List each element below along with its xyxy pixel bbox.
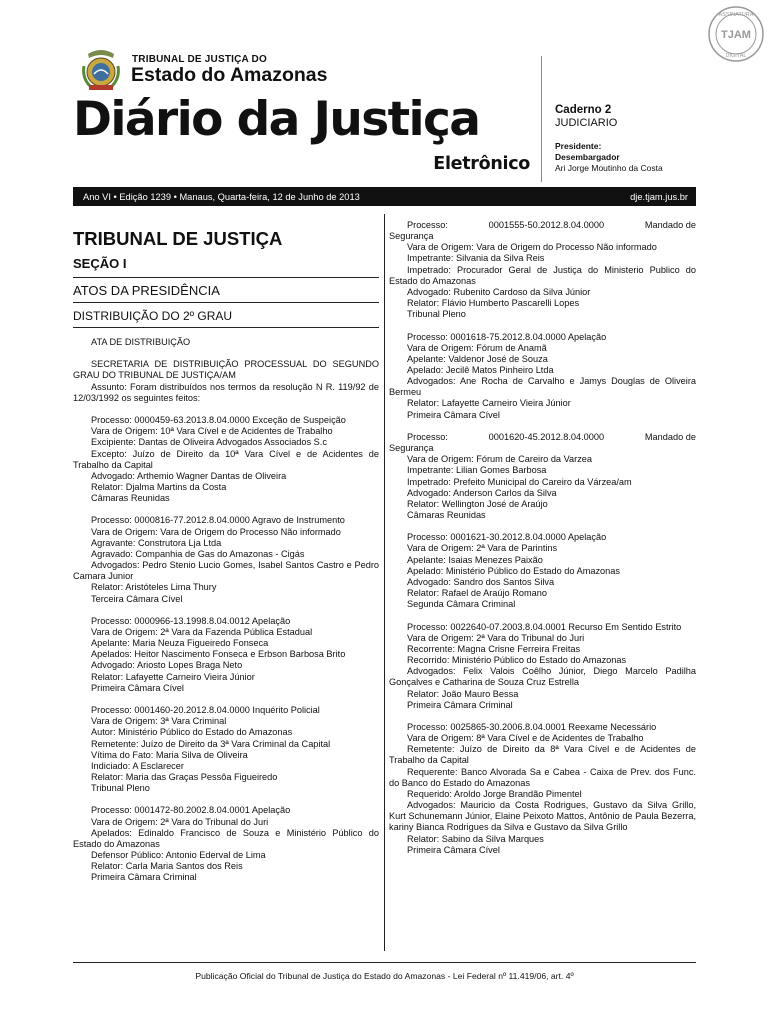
- process-header-continuation: Segurança: [389, 443, 434, 454]
- process-detail-line: Relator: Wellington José de Araújo: [407, 498, 548, 509]
- left-process-list: [73, 415, 379, 884]
- process-detail-line: Vara de Origem: Vara de Origem do Processo Não informado: [91, 526, 341, 537]
- process-detail-line: Vara de Origem: Fórum de Careiro da Varzea: [407, 454, 593, 465]
- process-detail-line: Vara de Origem: 2ª Vara de Parintins: [407, 543, 558, 554]
- header-divider: [541, 56, 542, 182]
- process-detail-line: Vara de Origem: Fórum de Anamã: [407, 342, 547, 353]
- footer-text: Publicação Oficial do Tribunal de Justiça do Estado do Amazonas - Lei Federal nº 11.419/06, art. 4º: [195, 971, 574, 981]
- edition-bar: [73, 187, 696, 206]
- process-detail-line: Apelante: Valdenor José de Souza: [407, 353, 548, 364]
- process-detail-line: Segunda Câmara Criminal: [407, 599, 516, 610]
- caderno-label: Caderno 2: [555, 104, 612, 116]
- state-coat-of-arms-icon: [80, 44, 122, 94]
- process-header: Processo: 0000459-63.2013.8.04.0000 Exceção de Suspeição: [91, 415, 346, 426]
- heading-rule: [73, 302, 379, 303]
- process-detail-line: Requerido: Aroldo Jorge Brandão Pimentel: [407, 788, 582, 799]
- assunto-text: Assunto: Foram distribuídos nos termos da resolução N R. 119/92 de 12/03/1992 os seguintes feitos:: [73, 381, 379, 403]
- process-detail-line: Advogados: Felix Valois Coêlho Júnior, Diego Marcelo Padilha Gonçalves e Catharina de Souza Cruz Estrella: [389, 666, 696, 688]
- process-header-part: Processo:: [407, 220, 448, 230]
- process-detail-line: Relator: Lafayette Carneiro Vieira Júnior: [407, 398, 571, 409]
- process-entry: [389, 622, 696, 711]
- process-detail-line: Vara de Origem: 8ª Vara Cível e de Acidentes de Trabalho: [407, 733, 644, 744]
- process-detail-line: Advogado: Arthemio Wagner Dantas de Oliveira: [91, 470, 287, 481]
- journal-title: Diário da Justiça: [73, 92, 480, 147]
- process-header-part: 0001555-50.2012.8.04.0000: [488, 220, 605, 230]
- seal-bottom-text: DIGITAL: [725, 53, 747, 59]
- secretaria-text: SECRETARIA DE DISTRIBUIÇÃO PROCESSUAL DO SEGUNDO GRAU DO TRIBUNAL DE JUSTIÇA/AM: [73, 359, 379, 381]
- process-entry: [73, 705, 379, 794]
- process-detail-line: Impetrado: Prefeito Municipal do Careiro da Várzea/am: [407, 476, 632, 487]
- column-divider: [384, 214, 385, 951]
- seal-mid-text: TJAM: [721, 29, 751, 41]
- process-detail-line: Advogado: Sandro dos Santos Silva: [407, 576, 555, 587]
- process-detail-line: Primeira Câmara Criminal: [91, 872, 197, 883]
- process-detail-line: Vítima do Fato: Maria Silva de Oliveira: [91, 749, 248, 760]
- process-detail-line: Relator: Maria das Graças Pessôa Figueiredo: [91, 772, 278, 783]
- process-detail-line: Remetente: Juízo de Direito da 8ª Vara Cível e de Acidentes de Trabalho da Capital: [389, 744, 696, 766]
- process-detail-line: Remetente: Juízo de Direito da 3ª Vara Criminal da Capital: [91, 738, 331, 749]
- section-heading-distribuicao: DISTRIBUIÇÃO DO 2º GRAU: [73, 309, 233, 323]
- presidente-info: [555, 141, 663, 174]
- process-detail-line: Relator: Djalma Martins da Costa: [91, 482, 227, 492]
- seal-top-text: ASSINATURA: [718, 12, 754, 18]
- process-detail-line: Vara de Origem: 2ª Vara do Tribunal do Juri: [407, 632, 585, 643]
- process-entry: [389, 220, 696, 320]
- process-detail-line: Vara de Origem: 2ª Vara do Tribunal do Juri: [91, 816, 269, 827]
- process-detail-line: Advogados: Mauricio da Costa Rodrigues, Gustavo da Silva Grillo, Kurt Schunemann Júnior, Elaine Peixoto Mattos, Antônio de Paula Bezerra, kariny Bianca Rodrigues da Silva e Gustavo da Silva Grillo: [389, 800, 696, 833]
- process-detail-line: Apelados: Heitor Nascimento Fonseca e Erbson Barbosa Brito: [91, 649, 346, 660]
- process-header: Processo: 0022640-07.2003.8.04.0001 Recurso Em Sentido Estrito: [407, 621, 682, 632]
- right-process-list: [389, 220, 696, 856]
- process-detail-line: Impetrante: Lilian Gomes Barbosa: [407, 465, 547, 476]
- digital-signature-seal-icon: [707, 5, 765, 63]
- process-detail-line: Câmaras Reunidas: [91, 493, 170, 504]
- process-entry: [389, 722, 696, 856]
- process-detail-line: Vara de Origem: 3ª Vara Criminal: [91, 716, 227, 727]
- ata-title: ATA DE DISTRIBUIÇÃO: [91, 337, 191, 347]
- process-header: Processo: 0001472-80.2002.8.04.0001 Apelação: [91, 805, 291, 816]
- court-name-main: Estado do Amazonas: [131, 64, 328, 86]
- presidente-label: Presidente:: [555, 141, 602, 151]
- process-header-part: 0001620-45.2012.8.04.0000: [488, 431, 605, 442]
- process-detail-line: Tribunal Pleno: [91, 783, 150, 794]
- process-entry: [389, 332, 696, 421]
- process-detail-line: Relator: Aristóteles Lima Thury: [91, 582, 217, 593]
- process-header-part: Mandado de: [644, 220, 696, 230]
- section-heading-tribunal: TRIBUNAL DE JUSTIÇA: [73, 228, 283, 249]
- heading-rule: [73, 277, 379, 278]
- right-column: [389, 220, 696, 856]
- process-detail-line: Apelados: Edinaldo Francisco de Souza e Ministério Público do Estado do Amazonas: [73, 827, 379, 849]
- process-detail-line: Relator: João Mauro Bessa: [407, 688, 519, 699]
- process-detail-line: Vara de Origem: 10ª Vara Cível e de Acidentes de Trabalho: [91, 426, 333, 437]
- process-detail-line: Apelado: Ministério Público do Estado do Amazonas: [407, 565, 620, 576]
- process-detail-line: Apelante: Maria Neuza Figueiredo Fonseca: [91, 638, 269, 649]
- process-detail-line: Excepto: Juízo de Direito da 10ª Vara Cível e de Acidentes de Trabalho da Capital: [73, 448, 379, 470]
- caderno-section: JUDICIARIO: [555, 117, 618, 129]
- process-entry: [73, 515, 379, 604]
- process-detail-line: Advogado: Anderson Carlos da Silva: [407, 487, 557, 498]
- process-header: Processo: 0001618-75.2012.8.04.0000 Apelação: [407, 331, 607, 342]
- process-detail-line: Impetrado: Procurador Geral de Justiça do Ministerio Publico do Estado do Amazonas: [389, 264, 696, 286]
- process-detail-line: Autor: Ministério Público do Estado do Amazonas: [91, 727, 293, 738]
- section-heading-atos: ATOS DA PRESIDÊNCIA: [73, 283, 220, 298]
- process-detail-line: Advogados: Ane Rocha de Carvalho e Jamys Douglas de Oliveira Bermeu: [389, 376, 696, 398]
- process-header: [389, 220, 696, 231]
- process-detail-line: Advogado: Rubenito Cardoso da Silva Júnior: [407, 286, 591, 297]
- process-entry: [389, 532, 696, 610]
- process-detail-line: Câmaras Reunidas: [407, 510, 486, 521]
- site-link[interactable]: dje.tjam.jus.br: [630, 191, 688, 202]
- process-entry: [73, 805, 379, 883]
- process-detail-line: Requerente: Banco Alvorada Sa e Cabea - Caixa de Prev. dos Func. do Banco do Estado do Amazonas: [389, 766, 696, 788]
- process-detail-line: Indiciado: A Esclarecer: [91, 760, 184, 771]
- process-header-continuation: Segurança: [389, 231, 434, 242]
- process-detail-line: Terceira Câmara Cível: [91, 593, 183, 604]
- footer-rule: [73, 962, 696, 963]
- heading-rule: [73, 327, 379, 328]
- process-detail-line: Vara de Origem: Vara de Origem do Processo Não informado: [407, 242, 657, 253]
- process-detail-line: Primeira Câmara Cível: [91, 682, 184, 693]
- process-detail-line: Advogado: Ariosto Lopes Braga Neto: [91, 660, 243, 671]
- court-name-top: TRIBUNAL DE JUSTIÇA DO: [132, 54, 267, 65]
- process-entry: [73, 415, 379, 504]
- section-heading-secao: SEÇÃO I: [73, 256, 127, 271]
- process-detail-line: Apelado: Jecilê Matos Pinheiro Ltda: [407, 365, 554, 376]
- journal-subtitle: Eletrônico: [433, 154, 530, 174]
- presidente-title: Desembargador: [555, 152, 620, 162]
- process-detail-line: Primeira Câmara Criminal: [407, 699, 513, 710]
- process-detail-line: Vara de Origem: 2ª Vara da Fazenda Pública Estadual: [91, 627, 313, 637]
- process-header: Processo: 0001621-30.2012.8.04.0000 Apelação: [407, 532, 607, 543]
- process-header-part: Processo:: [407, 431, 448, 442]
- process-detail-line: Impetrante: Silvania da Silva Reis: [407, 253, 545, 264]
- presidente-name: Ari Jorge Moutinho da Costa: [555, 163, 663, 173]
- process-header: [389, 432, 696, 443]
- edition-info: Ano VI • Edição 1239 • Manaus, Quarta-feira, 12 de Junho de 2013: [83, 191, 360, 202]
- process-detail-line: Relator: Flávio Humberto Pascarelli Lopes: [407, 298, 580, 309]
- process-detail-line: Tribunal Pleno: [407, 309, 466, 320]
- process-detail-line: Relator: Carla Maria Santos dos Reis: [91, 861, 243, 872]
- process-detail-line: Primeira Câmara Cível: [407, 844, 500, 855]
- process-detail-line: Recorrente: Magna Crisne Ferreira Freitas: [407, 643, 581, 654]
- process-entry: [73, 616, 379, 694]
- process-detail-line: Excipiente: Dantas de Oliveira Advogados Associados S.c: [91, 437, 327, 448]
- process-header: Processo: 0025865-30.2006.8.04.0001 Reexame Necessário: [407, 721, 657, 732]
- process-detail-line: Relator: Sabino da Silva Marques: [407, 833, 544, 844]
- process-detail-line: Relator: Rafael de Araújo Romano: [407, 588, 547, 599]
- process-detail-line: Recorrido: Ministério Público do Estado do Amazonas: [407, 655, 627, 666]
- process-entry: [389, 432, 696, 521]
- process-detail-line: Advogados: Pedro Stenio Lucio Gomes, Isabel Santos Castro e Pedro Camara Junior: [73, 560, 379, 582]
- process-detail-line: Agravado: Companhia de Gas do Amazonas - Cigás: [91, 548, 305, 559]
- process-detail-line: Primeira Câmara Cível: [407, 409, 500, 420]
- process-detail-line: Agravante: Construtora Lja Ltda: [91, 537, 222, 548]
- process-detail-line: Apelante: Isaias Menezes Paixão: [407, 554, 543, 565]
- process-header: Processo: 0001460-20.2012.8.04.0000 Inquérito Policial: [91, 705, 320, 716]
- process-header: Processo: 0000966-13.1998.8.04.0012 Apelação: [91, 615, 291, 626]
- left-column: [73, 212, 379, 884]
- process-detail-line: Defensor Público: Antonio Ederval de Lima: [91, 850, 266, 861]
- process-detail-line: Relator: Lafayette Carneiro Vieira Júnior: [91, 671, 255, 682]
- process-header: Processo: 0000816-77.2012.8.04.0000 Agravo de Instrumento: [91, 515, 345, 526]
- process-header-part: Mandado de: [644, 431, 696, 442]
